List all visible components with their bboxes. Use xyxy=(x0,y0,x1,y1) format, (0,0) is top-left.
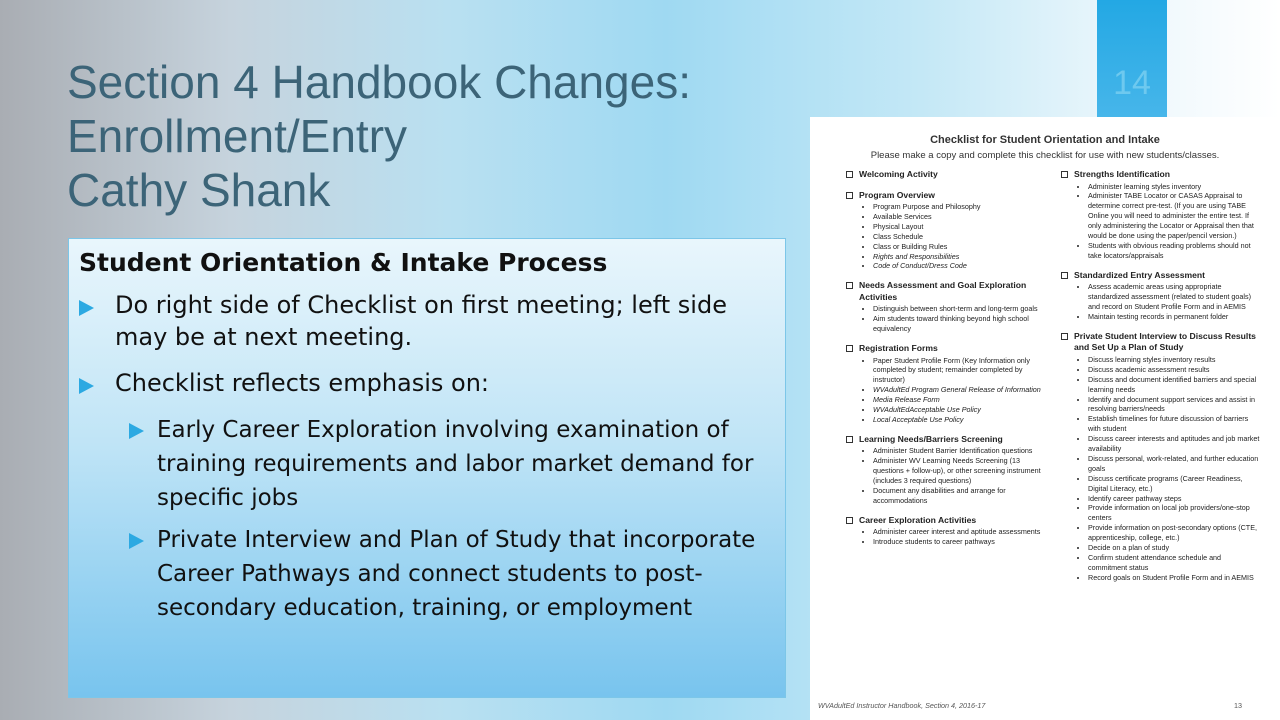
checklist-items xyxy=(859,202,1046,271)
checklist-item: • Students with obvious reading problems should not take locators/appraisals xyxy=(1088,241,1261,261)
arrow-bullet-icon xyxy=(129,533,144,549)
checklist-item: • Assess academic areas using appropriate standardized assessment (related to student goals) and record on Student Profile Form and in AEMIS xyxy=(1088,282,1261,312)
checklist-items xyxy=(1074,182,1261,261)
checklist-section-title: Program Overview xyxy=(859,189,935,200)
arrow-bullet-icon xyxy=(129,423,144,439)
checklist-item: • Decide on a plan of study xyxy=(1088,543,1261,553)
checkbox-icon xyxy=(846,345,853,352)
checklist-section xyxy=(846,343,1046,425)
bullet-item xyxy=(79,367,771,399)
checklist-section-title: Welcoming Activity xyxy=(859,169,938,179)
checklist-item: • Administer WV Learning Needs Screening (13 questions + follow-up), or other screening instrument (includes 3 required questions) xyxy=(873,456,1046,486)
checklist-items xyxy=(1074,282,1261,322)
checklist-items xyxy=(859,356,1046,425)
checklist-section-title: Registration Forms xyxy=(859,343,938,354)
bullet-item xyxy=(79,289,771,353)
checklist-item: • WVAdultEdAcceptable Use Policy xyxy=(873,405,1046,415)
checklist-item: • Establish timelines for future discussion of barriers with student xyxy=(1088,414,1261,434)
checklist-item: • Record goals on Student Profile Form and in AEMIS xyxy=(1088,573,1261,583)
content-box xyxy=(68,238,786,698)
checkbox-icon xyxy=(1061,171,1068,178)
checklist-item: • Paper Student Profile Form (Key Information only completed by student; remainder completed by instructor) xyxy=(873,356,1046,386)
checklist-item: • Rights and Responsibilities xyxy=(873,252,1046,262)
checklist-section xyxy=(1061,270,1261,322)
title-line-1: Section 4 Handbook Changes: xyxy=(67,56,691,108)
checklist-item: • Discuss and document identified barriers and special learning needs xyxy=(1088,375,1261,395)
checklist-section-title: Needs Assessment and Goal Exploration Activities xyxy=(859,280,1027,302)
checkbox-icon xyxy=(846,436,853,443)
title-line-3: Cathy Shank xyxy=(67,164,331,216)
checklist-items xyxy=(859,304,1046,334)
checklist-item: • Administer Student Barrier Identification questions xyxy=(873,446,1046,456)
checklist-item: • Document any disabilities and arrange for accommodations xyxy=(873,486,1046,506)
checklist-section-title: Learning Needs/Barriers Screening xyxy=(859,433,1003,444)
checklist-item: • Identify career pathway steps xyxy=(1088,494,1261,504)
checklist-item: • Local Acceptable Use Policy xyxy=(873,415,1046,425)
checklist-item: • Administer TABE Locator or CASAS Appraisal to determine correct pre-test. (If you are using TABE Online you will need to administer the entire test. If only administering the Locator or Appraisal then that would be done using the paper/pencil version.) xyxy=(1088,191,1261,241)
checklist-item: • Program Purpose and Philosophy xyxy=(873,202,1046,212)
checkbox-icon xyxy=(1061,333,1068,340)
checklist-item: • Code of Conduct/Dress Code xyxy=(873,261,1046,271)
checklist-item: • Discuss career interests and aptitudes and job market availability xyxy=(1088,434,1261,454)
handbook-page-number: 13 xyxy=(1234,701,1242,710)
checklist-item: • Discuss academic assessment results xyxy=(1088,365,1261,375)
checklist-item: • Class Schedule xyxy=(873,232,1046,242)
arrow-bullet-icon xyxy=(79,300,94,316)
arrow-bullet-icon xyxy=(79,378,94,394)
checklist-left-column xyxy=(846,169,1046,556)
checklist-section-title: Strengths Identification xyxy=(1074,169,1170,179)
slide-title xyxy=(67,55,807,217)
checklist-item: • Administer learning styles inventory xyxy=(1088,182,1261,192)
checklist-item: • Available Services xyxy=(873,212,1046,222)
checklist-item: • WVAdultEd Program General Release of Information xyxy=(873,385,1046,395)
content-heading: Student Orientation & Intake Process xyxy=(79,248,608,277)
checklist-section xyxy=(846,515,1046,547)
checklist-items xyxy=(859,446,1046,505)
checklist-section-title: Career Exploration Activities xyxy=(859,514,977,525)
checklist-item: • Identify and document support services and assist in resolving barriers/needs xyxy=(1088,395,1261,415)
checklist-right-column xyxy=(1061,169,1261,592)
checkbox-icon xyxy=(846,517,853,524)
slide-number: 14 xyxy=(1113,64,1151,102)
checkbox-icon xyxy=(1061,272,1068,279)
checklist-section xyxy=(1061,169,1261,261)
sub-bullet-text: Early Career Exploration involving examination of training requirements and labor market demand for specific jobs xyxy=(157,417,754,511)
checklist-section-title: Standardized Entry Assessment xyxy=(1074,269,1206,280)
checklist-section xyxy=(846,190,1046,272)
checklist-section-title: Private Student Interview to Discuss Results and Set Up a Plan of Study xyxy=(1074,330,1256,353)
checklist-subtitle: Please make a copy and complete this checklist for use with new students/classes. xyxy=(870,150,1220,161)
checklist-item: • Introduce students to career pathways xyxy=(873,537,1046,547)
checklist-item: • Class or Building Rules xyxy=(873,242,1046,252)
checklist-item: • Confirm student attendance schedule and commitment status xyxy=(1088,553,1261,573)
handbook-page-image xyxy=(810,117,1280,720)
checklist-item: • Discuss certificate programs (Career Readiness, Digital Literacy, etc.) xyxy=(1088,474,1261,494)
checklist-items xyxy=(859,527,1046,547)
checklist-item: • Maintain testing records in permanent folder xyxy=(1088,312,1261,322)
checklist-item: • Discuss learning styles inventory results xyxy=(1088,355,1261,365)
checkbox-icon xyxy=(846,171,853,178)
checklist-item: • Physical Layout xyxy=(873,222,1046,232)
handbook-footer: WVAdultEd Instructor Handbook, Section 4, 2016-17 xyxy=(818,701,986,710)
checklist-title: Checklist for Student Orientation and Intake xyxy=(930,134,1160,146)
checklist-items xyxy=(1074,355,1261,583)
sub-bullet-item xyxy=(79,523,771,625)
checklist-section xyxy=(1061,331,1261,583)
checklist-item: • Aim students toward thinking beyond high school equivalency xyxy=(873,314,1046,334)
checklist-section xyxy=(846,169,1046,181)
checklist-item: • Administer career interest and aptitude assessments xyxy=(873,527,1046,537)
checklist-item: • Distinguish between short-term and long-term goals xyxy=(873,304,1046,314)
checkbox-icon xyxy=(846,282,853,289)
sub-bullet-item xyxy=(79,413,771,515)
bullet-text: Checklist reflects emphasis on: xyxy=(115,369,490,397)
checklist-item: • Discuss personal, work-related, and further education goals xyxy=(1088,454,1261,474)
title-line-2: Enrollment/Entry xyxy=(67,110,408,162)
checkbox-icon xyxy=(846,192,853,199)
checklist-item: • Provide information on post-secondary options (CTE, apprenticeship, college, etc.) xyxy=(1088,523,1261,543)
checklist-item: • Media Release Form xyxy=(873,395,1046,405)
sub-bullet-text: Private Interview and Plan of Study that incorporate Career Pathways and connect students to post-secondary education, training, or employment xyxy=(157,527,756,621)
checklist-item: • Provide information on local job providers/one-stop centers xyxy=(1088,503,1261,523)
checklist-section xyxy=(846,434,1046,506)
bullet-text: Do right side of Checklist on first meeting; left side may be at next meeting. xyxy=(115,291,727,351)
checklist-section xyxy=(846,280,1046,334)
